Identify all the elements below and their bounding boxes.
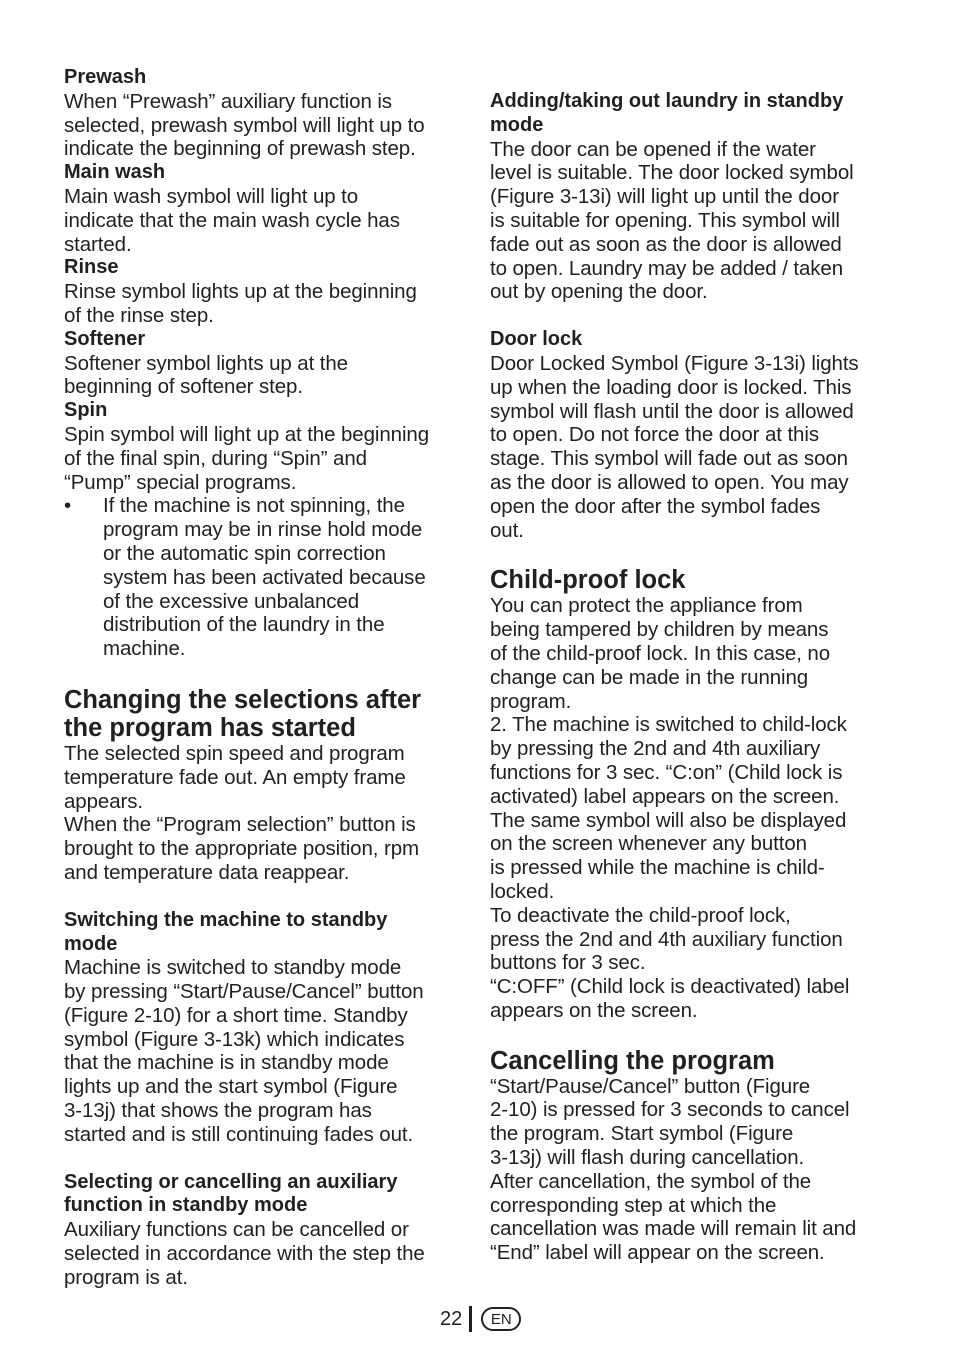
text-line: to open. Laundry may be added / taken: [490, 256, 844, 280]
text-line: Rinse symbol lights up at the beginning: [64, 280, 417, 304]
text-line: 3-13j) that shows the program has: [64, 1099, 372, 1123]
text-line: the program has started: [64, 713, 356, 742]
auxiliary-text: [64, 1218, 464, 1289]
text-line: When “Prewash” auxiliary function is: [64, 89, 392, 113]
changing-selections-section: [64, 686, 464, 885]
text-line: Selecting or cancelling an auxiliary: [64, 1170, 398, 1193]
list-item: [64, 494, 464, 661]
standby-heading: [64, 909, 464, 957]
text-line: corresponding step at which the: [490, 1193, 777, 1217]
text-line: up when the loading door is locked. This: [490, 375, 852, 399]
right-column: [490, 90, 892, 1265]
text-line: mode: [64, 932, 118, 955]
page-footer: [440, 1305, 521, 1333]
text-line: (Figure 3-13i) will light up until the door: [490, 185, 839, 209]
text-line: “Start/Pause/Cancel” button (Figure: [490, 1074, 811, 1098]
text-line: mode: [490, 113, 544, 136]
text-line: locked.: [490, 879, 555, 903]
text-line: indicate the beginning of prewash step.: [64, 137, 416, 161]
changing-selections-text: [64, 742, 464, 885]
cancelling-section: [490, 1047, 892, 1265]
text-line: stage. This symbol will fade out as soon: [490, 447, 848, 471]
text-line: is pressed while the machine is child-: [490, 856, 825, 880]
text-line: being tampered by children by means: [490, 618, 829, 642]
text-line: machine.: [103, 637, 186, 661]
page-number: 22: [440, 1307, 463, 1330]
bullet-marker: •: [64, 494, 72, 518]
text-line: or the automatic spin correction: [103, 541, 386, 565]
text-line: The selected spin speed and program: [64, 741, 405, 765]
text-line: Door Locked Symbol (Figure 3-13i) lights: [490, 351, 859, 375]
cancelling-text: [490, 1075, 892, 1265]
text-line: Spin symbol will light up at the beginning: [64, 422, 430, 446]
text-line: by pressing “Start/Pause/Cancel” button: [64, 980, 424, 1004]
text-line: started and is still continuing fades out.: [64, 1122, 414, 1146]
text-line: on the screen whenever any button: [490, 832, 807, 856]
text-line: appears on the screen.: [490, 998, 698, 1022]
text-line: started.: [64, 232, 132, 256]
text-line: function in standby mode: [64, 1194, 308, 1217]
language-badge: EN: [481, 1307, 521, 1331]
spin-text: [64, 423, 464, 494]
text-line: that the machine is in standby mode: [64, 1051, 389, 1075]
prewash-heading: Prewash: [64, 66, 147, 88]
adding-laundry-text: [490, 138, 892, 305]
text-line: the program. Start symbol (Figure: [490, 1122, 794, 1146]
text-line: of the final spin, during “Spin” and: [64, 446, 367, 470]
text-line: The door can be opened if the water: [490, 137, 816, 161]
text-line: to open. Do not force the door at this: [490, 423, 819, 447]
text-line: Adding/taking out laundry in standby: [490, 90, 844, 112]
text-line: and temperature data reappear.: [64, 860, 350, 884]
text-line: Auxiliary functions can be cancelled or: [64, 1218, 409, 1242]
auxiliary-section: [64, 1171, 464, 1290]
text-line: program may be in rinse hold mode: [103, 518, 423, 542]
cancelling-heading: Cancelling the program: [490, 1046, 775, 1075]
text-line: activated) label appears on the screen.: [490, 784, 840, 808]
text-line: lights up and the start symbol (Figure: [64, 1075, 398, 1099]
text-line: temperature fade out. An empty frame: [64, 765, 406, 789]
text-line: press the 2nd and 4th auxiliary function: [490, 927, 843, 951]
text-line: as the door is allowed to open. You may: [490, 470, 849, 494]
text-line: 2-10) is pressed for 3 seconds to cancel: [490, 1098, 850, 1122]
child-lock-heading: Child-proof lock: [490, 566, 686, 595]
text-line: Main wash symbol will light up to: [64, 184, 359, 208]
text-line: Changing the selections after: [64, 685, 422, 714]
text-line: fade out as soon as the door is allowed: [490, 232, 842, 256]
rinse-text: [64, 280, 464, 328]
text-line: Softener symbol lights up at the: [64, 351, 348, 375]
rinse-section: [64, 256, 464, 327]
door-lock-heading: Door lock: [490, 328, 583, 351]
text-line: cancellation was made will remain lit and: [490, 1217, 857, 1241]
spin-heading: Spin: [64, 399, 108, 422]
adding-laundry-section: [490, 90, 892, 304]
standby-section: [64, 909, 464, 1147]
auxiliary-heading: [64, 1171, 464, 1219]
text-line: distribution of the laundry in the: [103, 613, 385, 637]
text-line: selected in accordance with the step the: [64, 1242, 425, 1266]
text-line: program is at.: [64, 1265, 188, 1289]
softener-section: [64, 328, 464, 399]
text-line: The same symbol will also be displayed: [490, 808, 847, 832]
softener-text: [64, 352, 464, 400]
spin-bullet-list: [64, 494, 464, 661]
text-line: brought to the appropriate position, rpm: [64, 837, 419, 861]
text-line: buttons for 3 sec.: [490, 951, 646, 975]
text-line: of the excessive unbalanced: [103, 589, 360, 613]
door-lock-text: [490, 352, 892, 542]
footer-divider: [469, 1306, 472, 1332]
text-line: open the door after the symbol fades: [490, 494, 821, 518]
softener-heading: Softener: [64, 327, 146, 350]
text-line: selected, prewash symbol will light up to: [64, 113, 425, 137]
text-line: by pressing the 2nd and 4th auxiliary: [490, 737, 821, 761]
text-line: Machine is switched to standby mode: [64, 956, 402, 980]
text-line: When the “Program selection” button is: [64, 813, 416, 837]
main-wash-heading: Main wash: [64, 161, 166, 184]
standby-text: [64, 956, 464, 1146]
text-line: symbol will flash until the door is allowed: [490, 399, 854, 423]
text-line: “End” label will appear on the screen.: [490, 1241, 825, 1265]
text-line: out.: [490, 518, 524, 542]
text-line: functions for 3 sec. “C:on” (Child lock is: [490, 760, 843, 784]
text-line: If the machine is not spinning, the: [103, 494, 405, 518]
rinse-heading: Rinse: [64, 256, 119, 279]
door-lock-section: [490, 328, 892, 542]
text-line: is suitable for opening. This symbol will: [490, 208, 840, 232]
text-line: After cancellation, the symbol of the: [490, 1169, 812, 1193]
left-column: [64, 66, 464, 1290]
text-line: “C:OFF” (Child lock is deactivated) label: [490, 975, 850, 999]
text-line: of the rinse step.: [64, 303, 214, 327]
text-line: program.: [490, 689, 572, 713]
bullet-text: [103, 494, 464, 661]
text-line: Switching the machine to standby: [64, 908, 388, 931]
text-line: of the child-proof lock. In this case, no: [490, 641, 831, 665]
text-line: indicate that the main wash cycle has: [64, 208, 400, 232]
child-lock-text: [490, 594, 892, 1022]
main-wash-text: [64, 185, 464, 256]
text-line: To deactivate the child-proof lock,: [490, 903, 791, 927]
text-line: level is suitable. The door locked symbol: [490, 161, 854, 185]
text-line: You can protect the appliance from: [490, 594, 803, 618]
prewash-section: [64, 66, 464, 161]
text-line: “Pump” special programs.: [64, 470, 297, 494]
spin-section: [64, 399, 464, 661]
child-lock-section: [490, 566, 892, 1022]
text-line: appears.: [64, 789, 143, 813]
text-line: change can be made in the running: [490, 665, 809, 689]
text-line: system has been activated because: [103, 565, 426, 589]
text-line: out by opening the door.: [490, 280, 708, 304]
adding-laundry-heading: [490, 90, 892, 138]
text-line: symbol (Figure 3-13k) which indicates: [64, 1027, 405, 1051]
prewash-text: [64, 90, 464, 161]
text-line: 2. The machine is switched to child-lock: [490, 713, 847, 737]
main-wash-section: [64, 161, 464, 256]
changing-selections-heading: [64, 686, 464, 742]
text-line: (Figure 2-10) for a short time. Standby: [64, 1003, 408, 1027]
text-line: 3-13j) will flash during cancellation.: [490, 1146, 805, 1170]
text-line: beginning of softener step.: [64, 375, 303, 399]
